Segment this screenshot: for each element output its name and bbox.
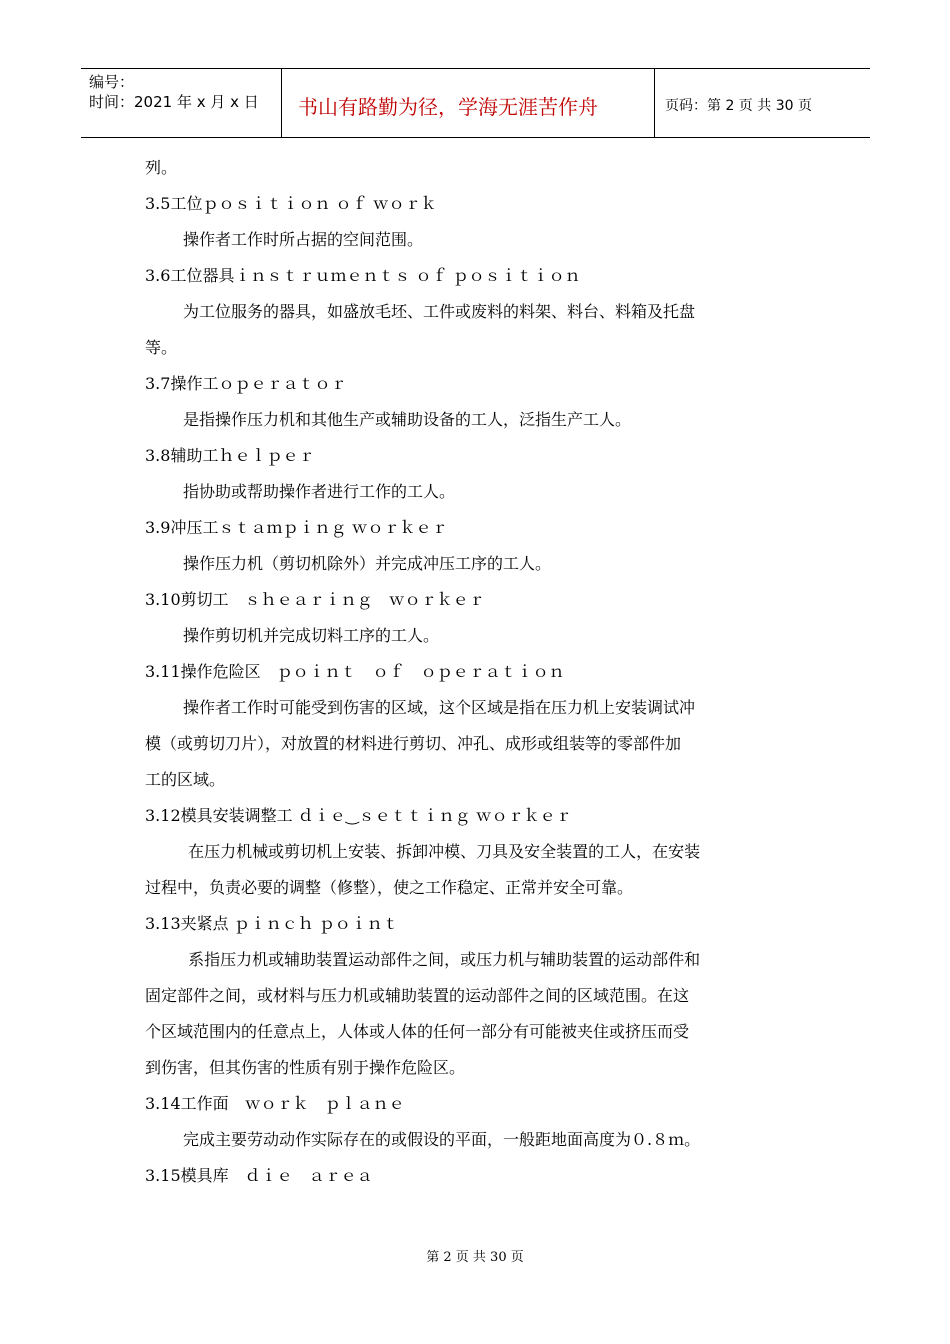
body-line: 3.8辅助工ｈｅｌｐｅｒ xyxy=(145,446,315,465)
body-line: 3.14工作面 ｗｏｒｋ ｐｌａｎｅ xyxy=(145,1094,405,1113)
body-line: 操作压力机（剪切机除外）并完成冲压工序的工人。 xyxy=(183,554,552,573)
header-motto-cell xyxy=(282,69,655,137)
body-line: 列。 xyxy=(145,158,178,177)
body-line: 固定部件之间，或材料与压力机或辅助装置的运动部件之间的区域范围。在这 xyxy=(145,986,690,1005)
body-line: 3.9冲压工ｓｔａｍｐｉｎｇ ｗｏｒｋｅｒ xyxy=(145,518,448,537)
body-line: 工的区域。 xyxy=(145,770,226,789)
document-body xyxy=(145,150,809,1194)
time-label: 时间：2021 年 x 月 x 日 xyxy=(89,93,259,111)
body-line: 模（或剪切刀片），对放置的材料进行剪切、冲孔、成形或组装等的零部件加 xyxy=(145,734,682,753)
header-meta-cell xyxy=(81,69,282,137)
body-line: 3.6工位器具ｉｎｓｔｒｕｍｅｎｔｓ ｏｆ ｐｏｓｉｔｉｏｎ xyxy=(145,266,581,285)
body-line: 在压力机械或剪切机上安装、拆卸冲模、刀具及安全装置的工人，在安装 xyxy=(183,842,701,861)
body-line: 3.11操作危险区 ｐｏｉｎｔ ｏｆ ｏｐｅｒａｔｉｏｎ xyxy=(145,662,565,681)
body-line: 3.7操作工ｏｐｅｒａｔｏｒ xyxy=(145,374,347,393)
body-line: 完成主要劳动动作实际存在的或假设的平面，一般距地面高度为０.８ｍ。 xyxy=(183,1130,701,1149)
body-line: 3.12模具安装调整工 ｄｉｅ‿ｓｅｔｔｉｎｇ ｗｏｒｋｅｒ xyxy=(145,806,572,825)
page-footer: 第 2 页 共 30 页 xyxy=(426,1250,524,1265)
body-line: 指协助或帮助操作者进行工作的工人。 xyxy=(183,482,456,501)
body-line: 为工位服务的器具，如盛放毛坯、工件或废料的料架、料台、料箱及托盘 xyxy=(183,302,696,321)
body-line: 等。 xyxy=(145,338,178,357)
body-line: 3.13夹紧点 ｐｉｎｃｈ ｐｏｉｎｔ xyxy=(145,914,399,933)
header-page-cell xyxy=(655,69,870,137)
body-line: 系指压力机或辅助装置运动部件之间，或压力机与辅助装置的运动部件和 xyxy=(183,950,701,969)
body-line: 操作者工作时可能受到伤害的区域，这个区域是指在压力机上安装调试冲 xyxy=(183,698,696,717)
motto-text: 书山有路勤为径，学海无涯苦作舟 xyxy=(298,95,598,119)
number-label: 编号： xyxy=(89,73,135,91)
body-line: 操作剪切机并完成切料工序的工人。 xyxy=(183,626,440,645)
page-code: 页码：第 2 页 共 30 页 xyxy=(665,98,812,114)
body-line: 操作者工作时所占据的空间范围。 xyxy=(183,230,424,249)
body-line: 个区域范围内的任意点上，人体或人体的任何一部分有可能被夹住或挤压而受 xyxy=(145,1022,690,1041)
body-line: 过程中，负责必要的调整（修整），使之工作稳定、正常并安全可靠。 xyxy=(145,878,634,897)
body-line: 3.10剪切工 ｓｈｅａｒｉｎｇ ｗｏｒｋｅｒ xyxy=(145,590,485,609)
document-header xyxy=(81,68,870,138)
body-line: 到伤害，但其伤害的性质有别于操作危险区。 xyxy=(145,1058,466,1077)
body-line: 是指操作压力机和其他生产或辅助设备的工人，泛指生产工人。 xyxy=(183,410,632,429)
body-line: 3.15模具库 ｄｉｅ ａｒｅａ xyxy=(145,1166,373,1185)
body-line: 3.5工位ｐｏｓｉｔｉｏｎ ｏｆ ｗｏｒｋ xyxy=(145,194,437,213)
